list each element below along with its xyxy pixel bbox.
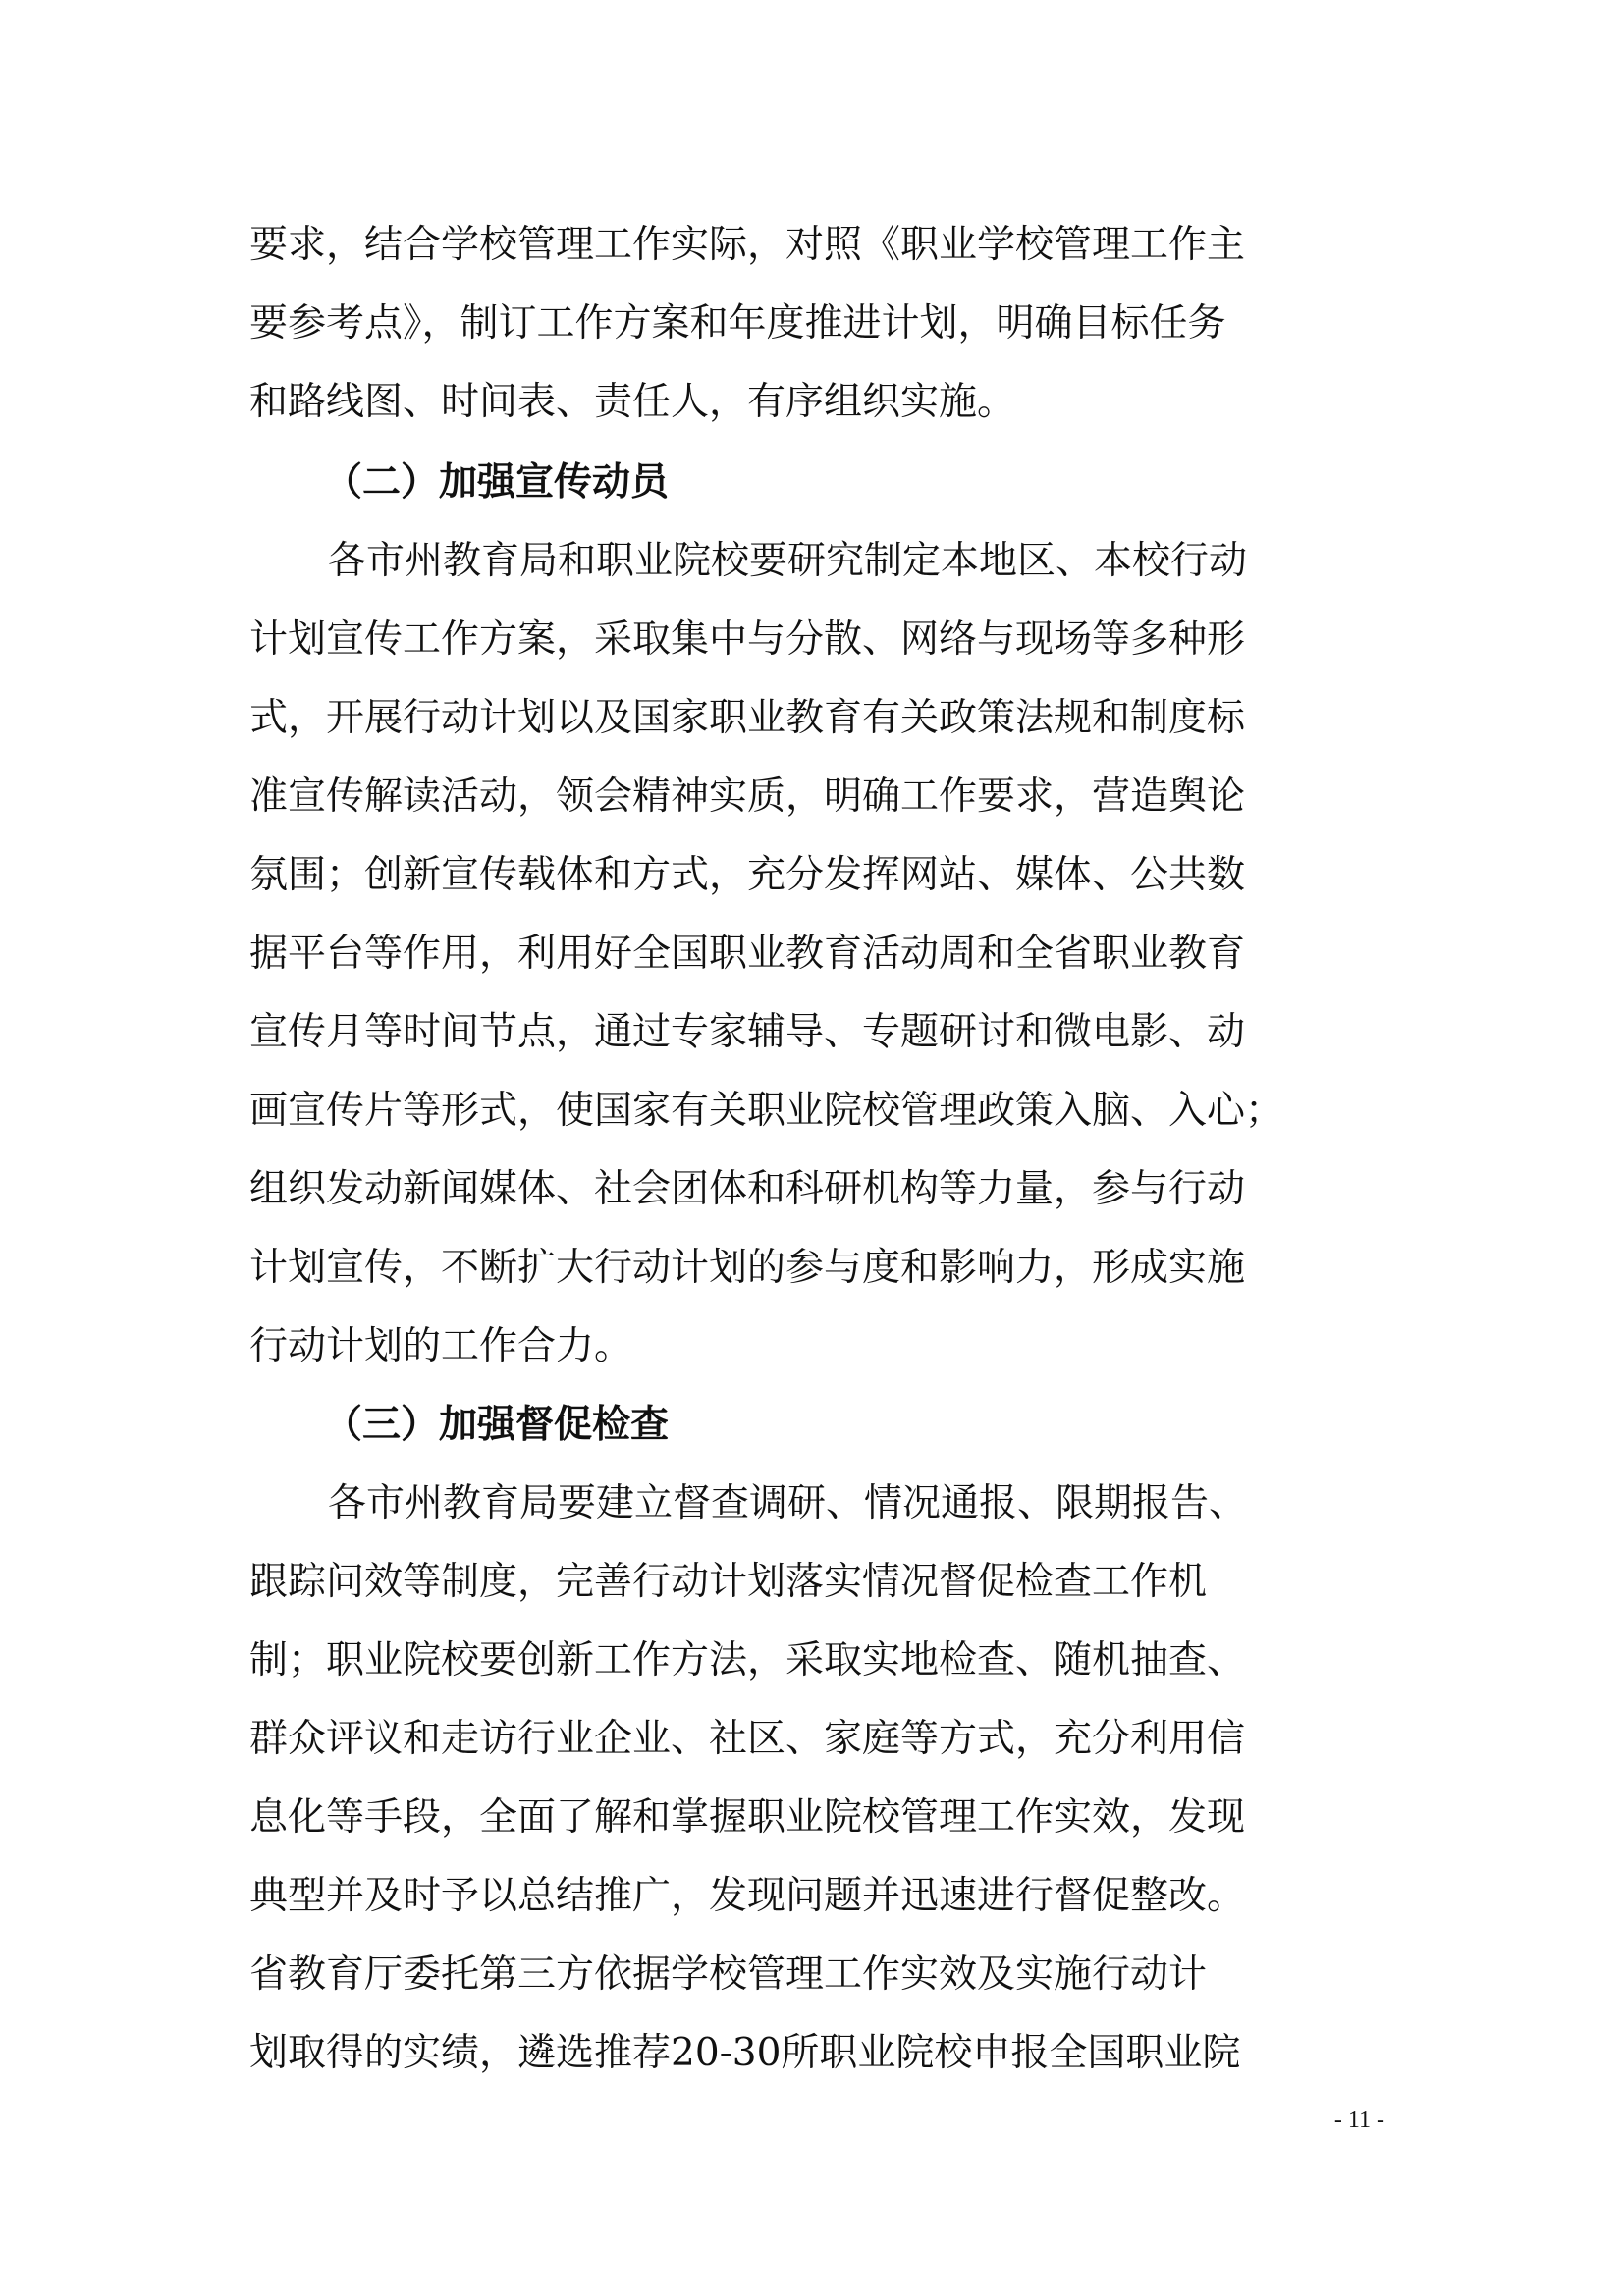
text-line: 和路线图、时间表、责任人，有序组织实施。 xyxy=(249,380,1016,424)
text-line: 计划宣传，不断扩大行动计划的参与度和影响力，形成实施 xyxy=(249,1246,1246,1290)
section-heading: （二）加强宣传动员 xyxy=(324,460,670,505)
text-line: 省教育厅委托第三方依据学校管理工作实效及实施行动计 xyxy=(249,1952,1208,1997)
text-line: 画宣传片等形式，使国家有关职业院校管理政策入脑、入心； xyxy=(249,1089,1284,1133)
text-line: 准宣传解读活动，领会精神实质，明确工作要求，营造舆论 xyxy=(249,774,1246,819)
text-line: 要求，结合学校管理工作实际，对照《职业学校管理工作主 xyxy=(249,223,1246,267)
text-line: 群众评议和走访行业企业、社区、家庭等方式，充分利用信 xyxy=(249,1717,1246,1761)
text-line: 跟踪问效等制度，完善行动计划落实情况督促检查工作机 xyxy=(249,1560,1208,1604)
text-line: 要参考点》，制订工作方案和年度推进计划，明确目标任务 xyxy=(249,301,1226,346)
text-line: 划取得的实绩，遴选推荐20-30所职业院校申报全国职业院 xyxy=(249,2031,1241,2075)
text-line: 计划宣传工作方案，采取集中与分散、网络与现场等多种形 xyxy=(249,617,1246,662)
section-heading: （三）加强督促检查 xyxy=(324,1403,670,1447)
paragraph-first-line: 各市州教育局和职业院校要研究制定本地区、本校行动 xyxy=(328,539,1248,583)
text-line: 式，开展行动计划以及国家职业教育有关政策法规和制度标 xyxy=(249,696,1246,740)
text-line: 组织发动新闻媒体、社会团体和科研机构等力量，参与行动 xyxy=(249,1167,1246,1211)
text-line: 息化等手段，全面了解和掌握职业院校管理工作实效，发现 xyxy=(249,1795,1246,1840)
text-line: 制；职业院校要创新工作方法，采取实地检查、随机抽查、 xyxy=(249,1638,1246,1682)
text-line: 典型并及时予以总结推广，发现问题并迅速进行督促整改。 xyxy=(249,1874,1246,1918)
paragraph-first-line: 各市州教育局要建立督查调研、情况通报、限期报告、 xyxy=(328,1481,1248,1525)
text-line: 氛围；创新宣传载体和方式，充分发挥网站、媒体、公共数 xyxy=(249,853,1246,897)
text-line: 宣传月等时间节点，通过专家辅导、专题研讨和微电影、动 xyxy=(249,1010,1246,1054)
text-line: 行动计划的工作合力。 xyxy=(249,1324,633,1368)
text-line: 据平台等作用，利用好全国职业教育活动周和全省职业教育 xyxy=(249,932,1246,976)
page-number: - 11 - xyxy=(1333,2108,1384,2133)
